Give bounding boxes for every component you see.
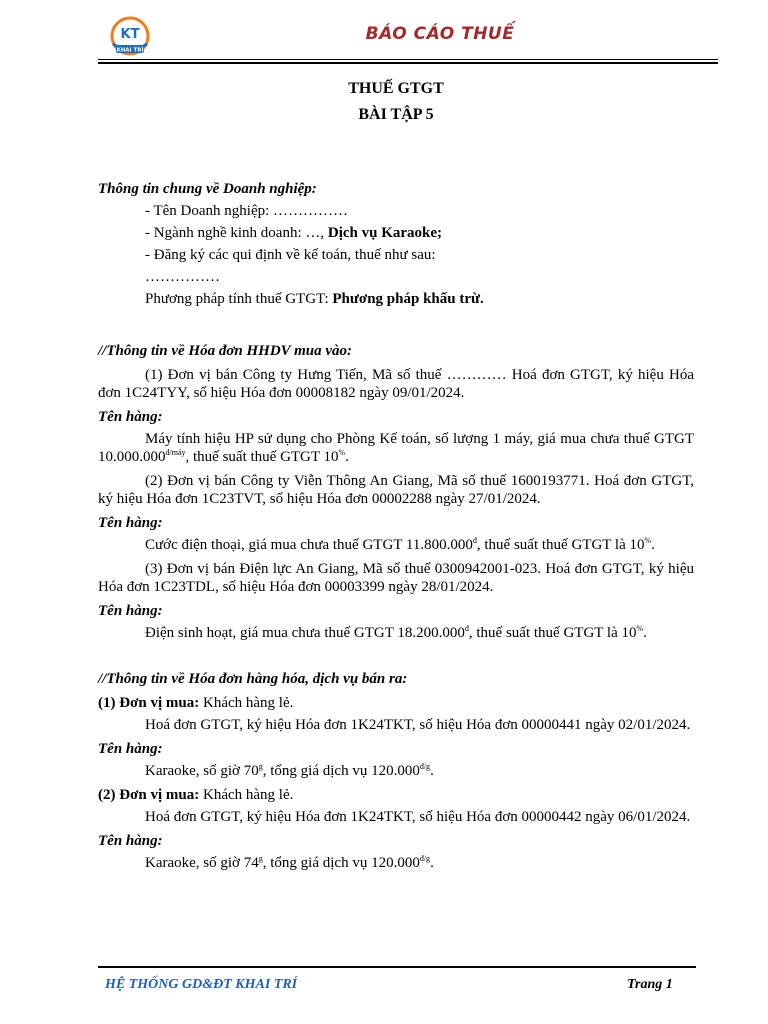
purchases-heading	[98, 342, 694, 360]
goods-desc: , tổng giá dịch vụ 120.000	[262, 855, 420, 871]
purchase-seller-2: (2) Đơn vị bán Công ty Viễn Thông An Giang, Mã số thuế 1600193771. Hoá đơn GTGT, ký hiệu Hóa đơn 1C23TVT, số hiệu Hóa đơn 00002288 ngày 27/01/2024.	[98, 473, 694, 507]
document-body	[98, 180, 694, 872]
header-title: BÁO CÁO THUẾ	[365, 24, 515, 44]
footer-org: HỆ THỐNG GD&ĐT KHAI TRÍ	[105, 977, 298, 992]
header-rule-thin	[98, 59, 718, 60]
purchase-goods-3	[98, 624, 694, 642]
industry-line	[98, 224, 694, 242]
goods-label: Tên hàng:	[98, 603, 163, 619]
sales-marker: //	[98, 671, 107, 687]
logo-text-top: KT	[120, 27, 140, 42]
goods-desc: Điện sinh hoạt, giá mua chưa thuế GTGT 18.200.000	[145, 625, 465, 641]
unit-sup: đ/g	[419, 854, 431, 863]
industry-value: Dịch vụ Karaoke;	[327, 225, 443, 241]
general-heading: Thông tin chung về Doanh nghiệp:	[98, 181, 317, 197]
unit-sup: đ/g	[419, 762, 431, 771]
goods-label: Tên hàng:	[98, 515, 163, 531]
sales-invoice-2: Hoá đơn GTGT, ký hiệu Hóa đơn 1K24TKT, số hiệu Hóa đơn 00000442 ngày 06/01/2024.	[145, 809, 691, 825]
goods-desc: , thuế suất thuế GTGT là 10	[476, 537, 645, 553]
goods-desc: Karaoke, số giờ 74	[145, 855, 259, 871]
goods-desc: .	[345, 449, 349, 465]
buyer-value: Khách hàng lẻ.	[199, 695, 294, 711]
unit-sup: đ/máy	[165, 448, 186, 457]
unit-sup: g	[258, 854, 263, 863]
unit-sup: g	[258, 762, 263, 771]
goods-label: Tên hàng:	[98, 409, 163, 425]
sales-goods-1	[98, 762, 694, 780]
logo-text-bottom: KHAI TRÍ	[116, 47, 144, 54]
purchase-goods-1	[98, 430, 694, 466]
registration-line: - Đăng ký các qui định về kế toán, thuế như sau:	[145, 247, 436, 263]
goods-desc: .	[651, 537, 655, 553]
sales-heading	[98, 670, 694, 688]
goods-desc: .	[643, 625, 647, 641]
sales-heading-text: Thông tin về Hóa đơn hàng hóa, dịch vụ bán ra:	[106, 671, 408, 687]
purchase-seller-3: (3) Đơn vị bán Điện lực An Giang, Mã số thuế 0300942001-023. Hoá đơn GTGT, ký hiệu Hóa đơn 1C23TDL, số hiệu Hóa đơn 00003399 ngày 28/01/2024.	[98, 561, 694, 595]
buyer-label: (1) Đơn vị mua:	[98, 695, 200, 711]
purchases-heading-text: Thông tin về Hóa đơn HHDV mua vào:	[106, 343, 353, 359]
doc-title: THUẾ GTGT	[348, 80, 444, 97]
method-prefix: Phương pháp tính thuế GTGT:	[145, 291, 333, 307]
company-name-line: - Tên Doanh nghiệp: ……………	[145, 203, 349, 219]
purchase-seller-1: (1) Đơn vị bán Công ty Hưng Tiến, Mã số thuế ………… Hoá đơn GTGT, ký hiệu Hóa đơn 1C24TYY, số hiệu Hóa đơn 00008182 ngày 09/01/2024.	[98, 367, 694, 401]
unit-sup: đ	[464, 624, 469, 633]
unit-sup: %	[338, 448, 346, 457]
sales-buyer-1	[98, 694, 694, 712]
purchases-marker: //	[98, 343, 107, 359]
goods-label: Tên hàng:	[98, 833, 163, 849]
goods-desc: , thuế suất thuế GTGT 10	[185, 449, 339, 465]
unit-sup: %	[636, 624, 644, 633]
goods-desc: .	[430, 855, 434, 871]
unit-sup: %	[644, 536, 652, 545]
goods-desc: .	[430, 763, 434, 779]
goods-desc: Cước điện thoại, giá mua chưa thuế GTGT 11.800.000	[145, 537, 473, 553]
purchase-goods-2	[98, 536, 694, 554]
footer-rule	[98, 966, 696, 968]
method-line	[98, 290, 694, 308]
doc-subtitle: BÀI TẬP 5	[358, 106, 434, 123]
page-number: Trang 1	[627, 977, 673, 992]
sales-goods-2	[98, 854, 694, 872]
sales-invoice-1: Hoá đơn GTGT, ký hiệu Hóa đơn 1K24TKT, số hiệu Hóa đơn 00000441 ngày 02/01/2024.	[145, 717, 691, 733]
goods-desc: , tổng giá dịch vụ 120.000	[262, 763, 420, 779]
method-value: Phương pháp khấu trừ.	[332, 291, 484, 307]
industry-prefix: - Ngành nghề kinh doanh: …,	[145, 225, 328, 241]
buyer-label: (2) Đơn vị mua:	[98, 787, 200, 803]
khai-tri-logo	[107, 16, 153, 58]
header-rule-thick	[98, 62, 718, 64]
sales-buyer-2	[98, 786, 694, 804]
goods-desc: Máy tính hiệu HP sử dụng cho Phòng Kế toán, số lượng 1 máy, giá mua chưa thuế GTGT 10.000.000	[98, 431, 694, 465]
buyer-value: Khách hàng lẻ.	[199, 787, 294, 803]
dots-line: ……………	[145, 269, 220, 285]
goods-desc: Karaoke, số giờ 70	[145, 763, 259, 779]
unit-sup: đ	[472, 536, 477, 545]
goods-label: Tên hàng:	[98, 741, 163, 757]
goods-desc: , thuế suất thuế GTGT là 10	[468, 625, 637, 641]
